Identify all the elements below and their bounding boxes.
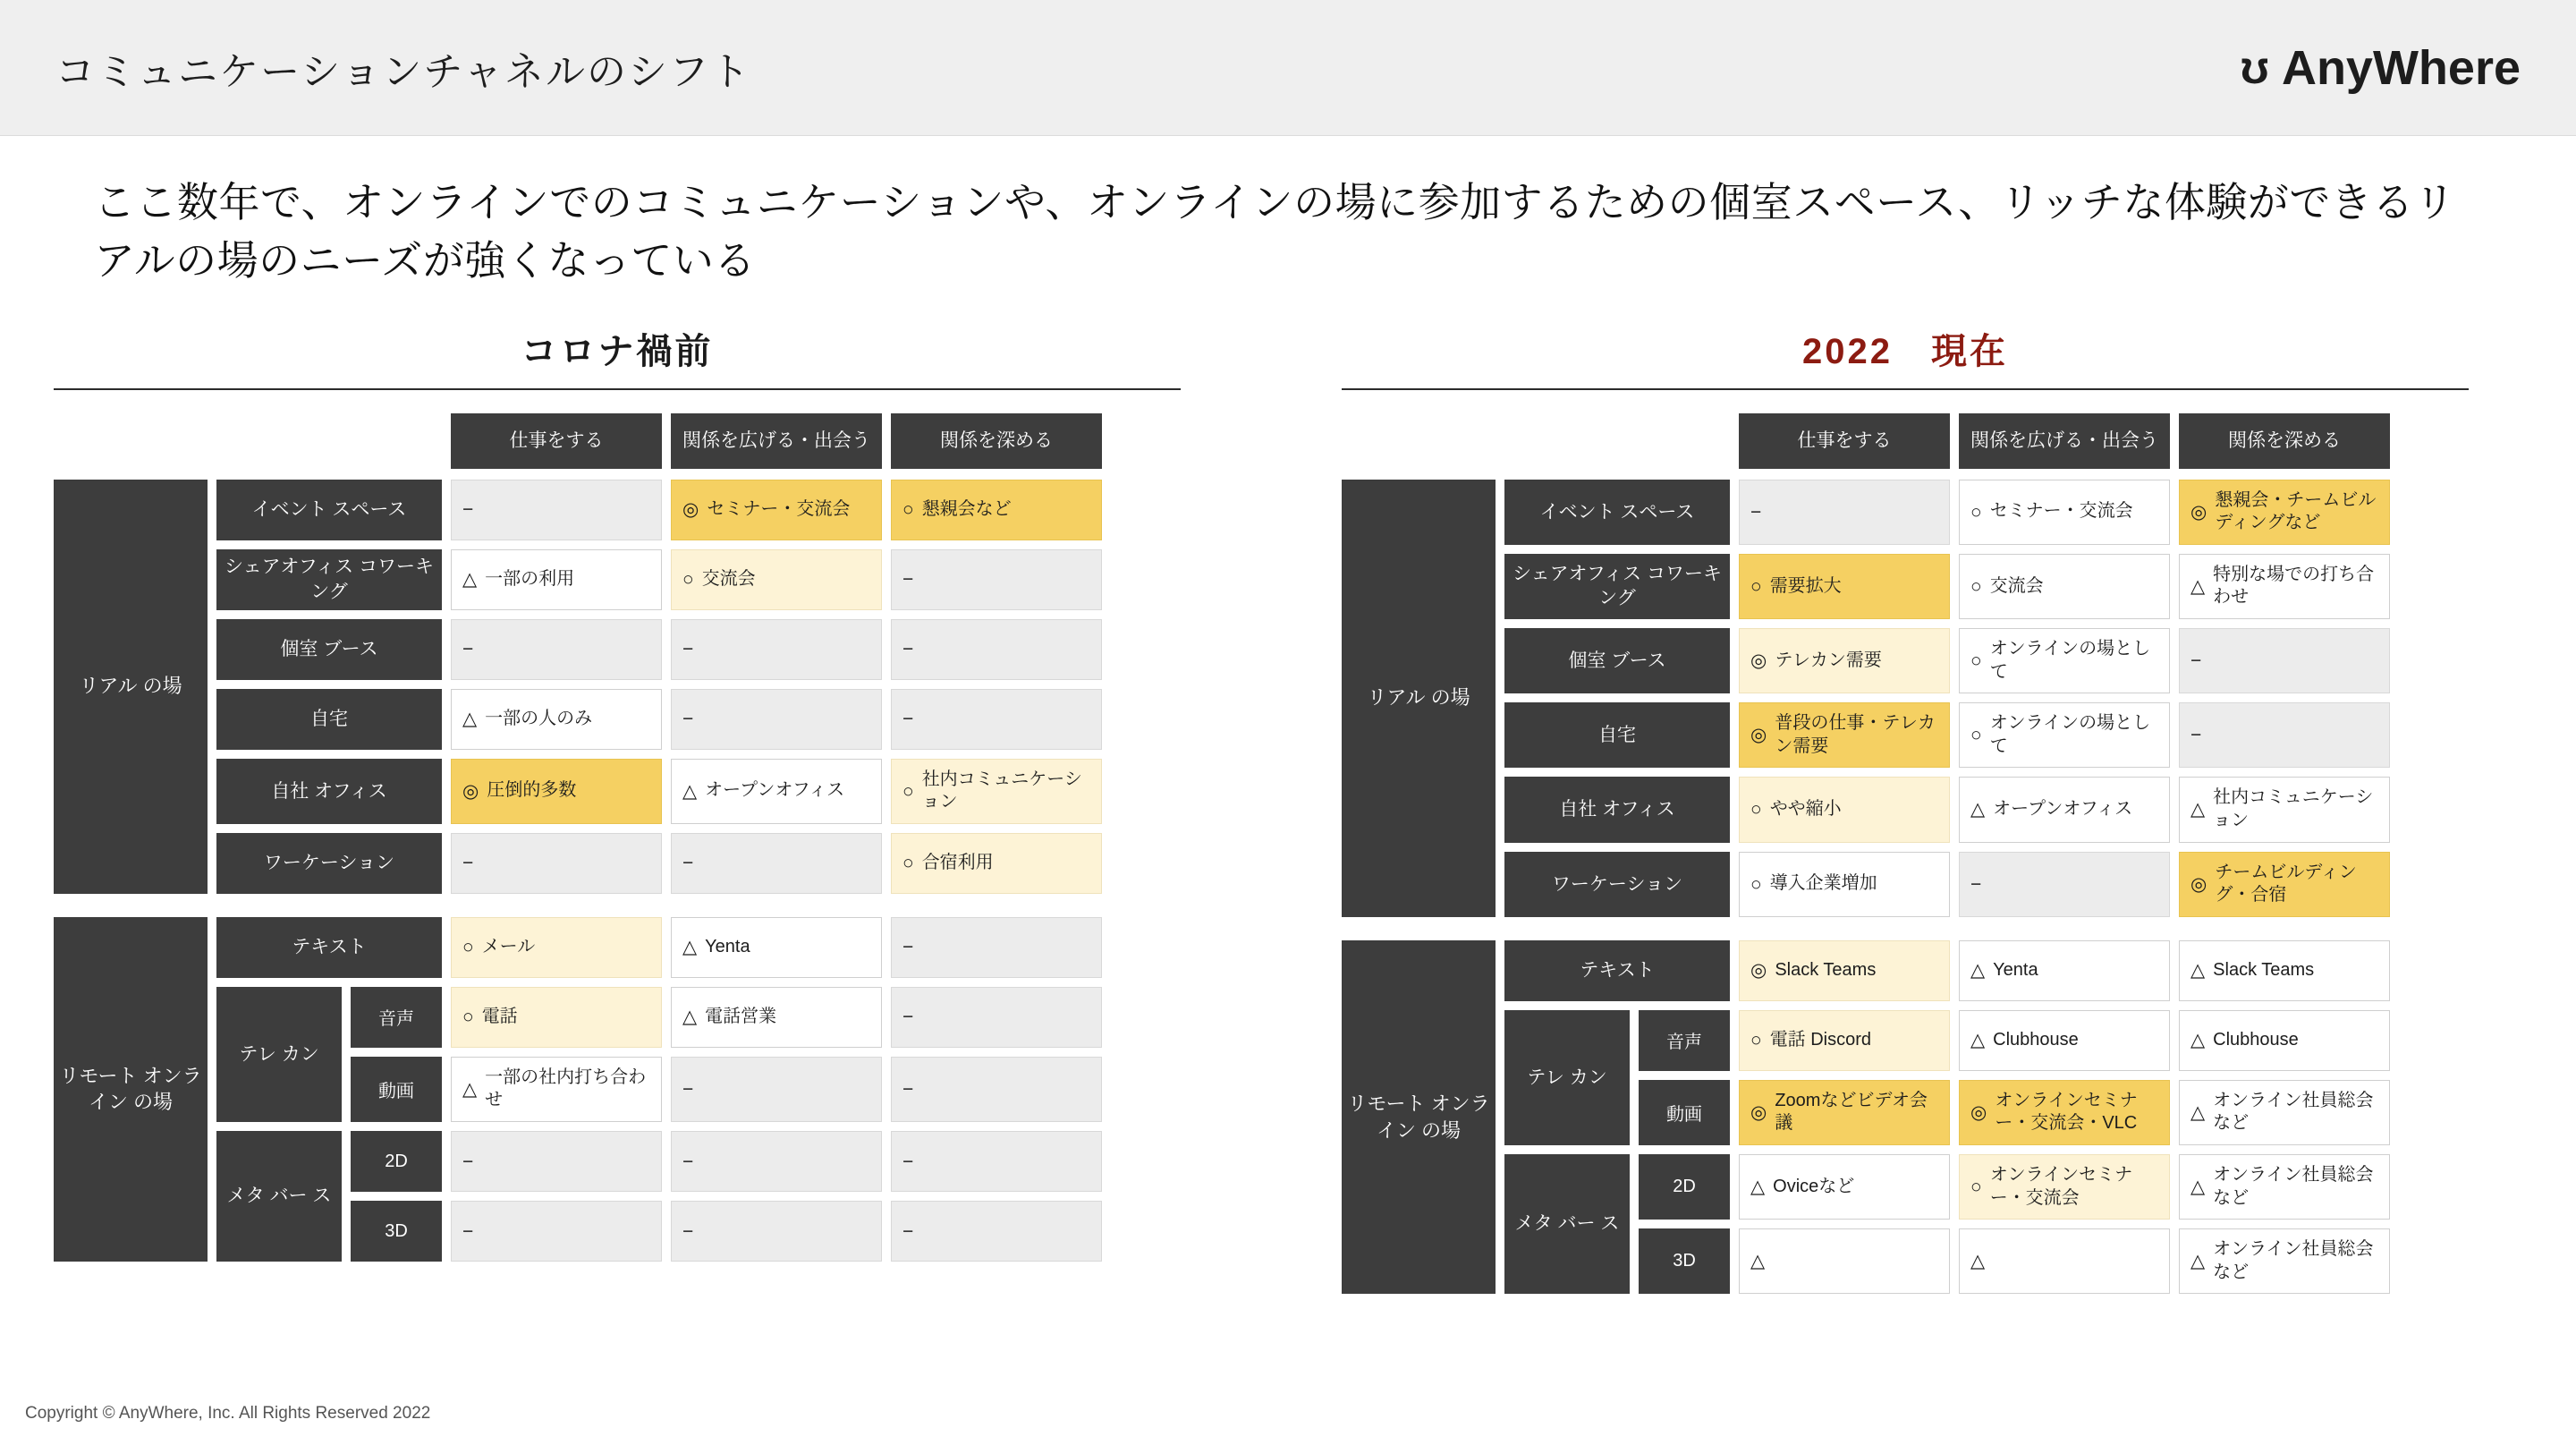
cell-mark-icon: − [682, 1220, 694, 1242]
row-label: 個室 ブース [216, 619, 442, 680]
cell-text: 社内コミュニケーション [2213, 787, 2374, 830]
cell-text: Yenta [705, 937, 750, 957]
row-label: メタ バー ス [1504, 1154, 1630, 1294]
cell-text: オープンオフィス [1993, 799, 2133, 820]
matrix-cell [451, 833, 662, 894]
header-spacer [216, 413, 351, 469]
row-sublabel: 3D [1639, 1228, 1730, 1294]
cell-text: オンラインセミナー・交流会 [1989, 1164, 2133, 1208]
cell-text: 圧倒的多数 [487, 780, 577, 801]
row-label: 自宅 [1504, 702, 1730, 768]
row-sublabel: 音声 [1639, 1010, 1730, 1071]
cell-text: セミナー・交流会 [707, 498, 851, 519]
cell-text: オンラインの場として [1989, 639, 2151, 682]
cell-mark-icon: − [902, 569, 914, 591]
group-section [54, 917, 1181, 1262]
cell-mark-icon: ◎ [1750, 650, 1767, 672]
matrix-cell [671, 549, 882, 610]
cell-text: オンライン社員総会など [2213, 1090, 2374, 1134]
group-section [1342, 480, 2469, 917]
row-label: テレ カン [1504, 1010, 1630, 1145]
cell-mark-icon: ○ [1970, 575, 1982, 597]
column-header-expand: 関係を広げる・出会う [1959, 413, 2170, 469]
row-label: 自社 オフィス [1504, 777, 1730, 842]
cell-mark-icon: △ [462, 709, 478, 730]
comparison-panels [0, 323, 2576, 1318]
cell-mark-icon: − [902, 1220, 914, 1242]
row-label: 自社 オフィス [216, 759, 442, 824]
matrix-cell [891, 1201, 1102, 1262]
matrix-cell [671, 619, 882, 680]
cell-mark-icon: △ [1970, 799, 1986, 820]
column-header-row [54, 413, 1181, 469]
cell-mark-icon: ○ [1970, 1177, 1982, 1198]
matrix-cell [2179, 1228, 2390, 1294]
matrix-cell [891, 759, 1102, 824]
cell-mark-icon: △ [2190, 575, 2206, 597]
column-header-deepen: 関係を深める [2179, 413, 2390, 469]
cell-mark-icon: △ [2190, 1101, 2206, 1123]
cell-mark-icon: △ [462, 569, 478, 591]
matrix-cell [671, 480, 882, 540]
cell-text: 懇親会・チームビルディングなど [2215, 489, 2377, 533]
cell-text: 懇親会など [921, 498, 1012, 519]
cell-mark-icon: ○ [462, 937, 474, 958]
column-header-expand: 関係を広げる・出会う [671, 413, 882, 469]
page-header [0, 0, 2576, 136]
matrix-cell [891, 549, 1102, 610]
cell-mark-icon: △ [1970, 960, 1986, 982]
cell-text: 一部の社内打ち合わせ [485, 1067, 647, 1110]
matrix-cell [451, 480, 662, 540]
matrix-cell [891, 480, 1102, 540]
cell-mark-icon: − [682, 1151, 694, 1172]
matrix-cell [1739, 628, 1950, 693]
matrix-cell [1739, 554, 1950, 619]
cell-text: オンラインの場として [1989, 713, 2151, 756]
panel-title: 2022 現在 [1802, 331, 2008, 371]
row-label: テレ カン [216, 987, 342, 1122]
matrix-cell [2179, 1010, 2390, 1071]
cell-mark-icon: △ [1750, 1251, 1766, 1272]
matrix-cell [451, 917, 662, 978]
group-section [1342, 940, 2469, 1295]
matrix-cell [891, 1131, 1102, 1192]
cell-mark-icon: − [462, 639, 474, 660]
cell-mark-icon: − [1750, 501, 1762, 523]
cell-text: 社内コミュニケーション [921, 769, 1082, 812]
cell-mark-icon: △ [1970, 1251, 1986, 1272]
group-side-label: リアル の場 [54, 480, 208, 894]
cell-mark-icon: △ [2190, 1177, 2206, 1198]
matrix-cell [891, 1057, 1102, 1122]
matrix-cell [2179, 1080, 2390, 1145]
cell-text: オンラインセミナー・交流会・VLC [1995, 1090, 2138, 1134]
matrix-cell [2179, 554, 2390, 619]
matrix-cell [1959, 940, 2170, 1001]
cell-mark-icon: − [462, 499, 474, 521]
cell-mark-icon: − [902, 709, 914, 730]
brand-logo [2241, 40, 2521, 96]
matrix-cell [1739, 940, 1950, 1001]
matrix-cell [1739, 1010, 1950, 1071]
header-spacer [1639, 413, 1739, 469]
row-sublabel: 動画 [351, 1057, 442, 1122]
matrix-cell [1959, 777, 2170, 842]
row-label: テキスト [216, 917, 442, 978]
matrix-cell [1739, 1154, 1950, 1220]
matrix-cell [1959, 1228, 2170, 1294]
cell-mark-icon: − [2190, 725, 2202, 746]
cell-mark-icon: ○ [902, 499, 914, 521]
cell-mark-icon: − [682, 639, 694, 660]
matrix-cell [1959, 702, 2170, 768]
cell-text: テレカン需要 [1775, 650, 1882, 670]
cell-mark-icon: − [902, 1151, 914, 1172]
matrix-cell [1959, 1080, 2170, 1145]
cell-mark-icon: − [682, 853, 694, 874]
header-spacer [1342, 413, 1504, 469]
matrix-cell [2179, 940, 2390, 1001]
cell-mark-icon: − [902, 639, 914, 660]
group-side-label: リモート オンライン の場 [54, 917, 208, 1262]
cell-text: Oviceなど [1773, 1176, 1855, 1196]
header-spacer [1504, 413, 1639, 469]
cell-mark-icon: △ [1970, 1030, 1986, 1051]
panel-divider [54, 388, 1181, 390]
matrix-cell [451, 1201, 662, 1262]
matrix-cell [451, 619, 662, 680]
panel-now [1342, 323, 2469, 1318]
cell-mark-icon: ○ [902, 780, 914, 802]
cell-mark-icon: △ [462, 1078, 478, 1100]
matrix-cell [451, 689, 662, 750]
cell-text: 電話 Discord [1769, 1029, 1872, 1050]
panel-divider [1342, 388, 2469, 390]
matrix-cell [1739, 1228, 1950, 1294]
matrix-cell [891, 833, 1102, 894]
cell-mark-icon: − [462, 1220, 474, 1242]
cell-mark-icon: ○ [1750, 1030, 1762, 1051]
cell-text: 特別な場での打ち合わせ [2213, 564, 2375, 608]
cell-mark-icon: △ [2190, 1251, 2206, 1272]
row-sublabel: 動画 [1639, 1080, 1730, 1145]
cell-mark-icon: ◎ [2190, 873, 2207, 895]
matrix-cell [451, 1131, 662, 1192]
cell-text: Zoomなどビデオ会議 [1775, 1090, 1928, 1134]
cell-text: 交流会 [1989, 575, 2044, 596]
matrix-cell [2179, 628, 2390, 693]
matrix-cell [891, 987, 1102, 1048]
cell-mark-icon: △ [682, 780, 698, 802]
matrix-cell [2179, 702, 2390, 768]
cell-mark-icon: △ [2190, 1030, 2206, 1051]
row-sublabel: 3D [351, 1201, 442, 1262]
row-sublabel: 音声 [351, 987, 442, 1048]
group-side-label: リアル の場 [1342, 480, 1496, 917]
matrix-cell [671, 759, 882, 824]
cell-mark-icon: − [462, 1151, 474, 1172]
row-label: テキスト [1504, 940, 1730, 1001]
matrix-cell [2179, 852, 2390, 917]
cell-mark-icon: △ [1750, 1177, 1766, 1198]
cell-text: 普段の仕事・テレカン需要 [1775, 713, 1936, 756]
lead-paragraph: ここ数年で、オンラインでのコミュニケーションや、オンラインの場に参加するための個室スペース、リッチな体験ができるリアルの場のニーズが強くなっている [94, 179, 2456, 285]
cell-text: やや縮小 [1769, 799, 1842, 820]
matrix-cell [1959, 628, 2170, 693]
cell-mark-icon: ○ [1970, 650, 1982, 672]
cell-text: 一部の利用 [485, 568, 575, 589]
row-label: シェアオフィス コワーキング [216, 549, 442, 610]
matrix-cell [671, 1057, 882, 1122]
cell-mark-icon: − [682, 709, 694, 730]
matrix-cell [671, 1131, 882, 1192]
matrix-cell [891, 917, 1102, 978]
row-label: 個室 ブース [1504, 628, 1730, 693]
cell-mark-icon: △ [2190, 799, 2206, 820]
cell-mark-icon: ◎ [2190, 501, 2207, 523]
cell-mark-icon: − [682, 1078, 694, 1100]
cell-text: 需要拡大 [1769, 575, 1842, 596]
row-label: メタ バー ス [216, 1131, 342, 1262]
page-title: コミュニケーションチャネルのシフト [55, 49, 752, 94]
row-label: ワーケーション [216, 833, 442, 894]
cell-text: 交流会 [701, 568, 756, 589]
row-label: シェアオフィス コワーキング [1504, 554, 1730, 619]
brand-name: AnyWhere [2281, 40, 2521, 95]
matrix-cell [671, 833, 882, 894]
cell-mark-icon: ○ [1970, 501, 1982, 523]
group-side-label: リモート オンライン の場 [1342, 940, 1496, 1295]
matrix-cell [1739, 1080, 1950, 1145]
cell-text: Slack Teams [1775, 959, 1877, 980]
cell-mark-icon: △ [682, 937, 698, 958]
cell-mark-icon: ◎ [682, 499, 699, 521]
cell-text: 導入企業増加 [1769, 873, 1877, 894]
panel-title: コロナ禍前 [521, 331, 714, 371]
cell-mark-icon: △ [682, 1007, 698, 1028]
cell-mark-icon: ○ [682, 569, 694, 591]
matrix-cell [451, 759, 662, 824]
cell-text: メール [481, 937, 536, 957]
cell-mark-icon: ◎ [1970, 1101, 1987, 1123]
brand-mark-icon: ʊ [2240, 41, 2269, 94]
matrix-cell [2179, 480, 2390, 545]
cell-text: Clubhouse [2213, 1029, 2299, 1050]
cell-mark-icon: ○ [1970, 725, 1982, 746]
cell-mark-icon: − [1970, 873, 1982, 895]
cell-text: チームビルディング・合宿 [2215, 862, 2357, 905]
matrix-cell [891, 689, 1102, 750]
cell-mark-icon: ○ [902, 853, 914, 874]
cell-text: 一部の人のみ [485, 708, 593, 728]
column-header-deepen: 関係を深める [891, 413, 1102, 469]
matrix-cell [671, 987, 882, 1048]
cell-mark-icon: − [462, 853, 474, 874]
cell-text: 電話 [481, 1007, 518, 1027]
column-header-work: 仕事をする [451, 413, 662, 469]
matrix-cell [1739, 852, 1950, 917]
group-section [54, 480, 1181, 894]
matrix-cell [1739, 777, 1950, 842]
header-spacer [54, 413, 216, 469]
matrix-cell [451, 1057, 662, 1122]
matrix-cell [671, 917, 882, 978]
matrix-cell [671, 1201, 882, 1262]
cell-mark-icon: △ [2190, 960, 2206, 982]
cell-mark-icon: ◎ [1750, 960, 1767, 982]
matrix-cell [2179, 777, 2390, 842]
cell-text: オンライン社員総会など [2213, 1164, 2374, 1208]
cell-mark-icon: ◎ [1750, 725, 1767, 746]
row-sublabel: 2D [1639, 1154, 1730, 1220]
cell-mark-icon: ◎ [1750, 1101, 1767, 1123]
matrix-cell [671, 689, 882, 750]
cell-text: セミナー・交流会 [1989, 501, 2133, 522]
cell-mark-icon: ○ [1750, 799, 1762, 820]
matrix-cell [891, 619, 1102, 680]
matrix-cell [451, 987, 662, 1048]
cell-text: オンライン社員総会など [2213, 1239, 2374, 1282]
cell-mark-icon: ○ [1750, 873, 1762, 895]
cell-mark-icon: − [902, 1007, 914, 1028]
matrix-cell [1959, 480, 2170, 545]
cell-mark-icon: ○ [1750, 575, 1762, 597]
cell-mark-icon: ○ [462, 1007, 474, 1028]
column-header-work: 仕事をする [1739, 413, 1950, 469]
matrix-cell [1959, 554, 2170, 619]
row-label: イベント スペース [1504, 480, 1730, 545]
matrix-cell [2179, 1154, 2390, 1220]
row-label: イベント スペース [216, 480, 442, 540]
column-header-row [1342, 413, 2469, 469]
row-label: ワーケーション [1504, 852, 1730, 917]
matrix-cell [1739, 480, 1950, 545]
cell-text: Slack Teams [2213, 959, 2315, 980]
matrix-cell [1959, 852, 2170, 917]
cell-text: 電話営業 [705, 1007, 777, 1027]
cell-text: Yenta [1993, 959, 2038, 980]
cell-text: 合宿利用 [921, 853, 994, 873]
matrix-cell [1959, 1010, 2170, 1071]
cell-mark-icon: − [2190, 650, 2202, 672]
matrix-cell [1959, 1154, 2170, 1220]
cell-mark-icon: ◎ [462, 780, 479, 802]
row-sublabel: 2D [351, 1131, 442, 1192]
cell-mark-icon: − [902, 937, 914, 958]
row-label: 自宅 [216, 689, 442, 750]
panel-before [54, 323, 1181, 1318]
cell-mark-icon: − [902, 1078, 914, 1100]
copyright-footer: Copyright © AnyWhere, Inc. All Rights Reserved 2022 [25, 1404, 431, 1423]
cell-text: Clubhouse [1993, 1029, 2079, 1050]
header-spacer [351, 413, 451, 469]
matrix-cell [451, 549, 662, 610]
matrix-cell [1739, 702, 1950, 768]
cell-text: オープンオフィス [705, 780, 845, 801]
